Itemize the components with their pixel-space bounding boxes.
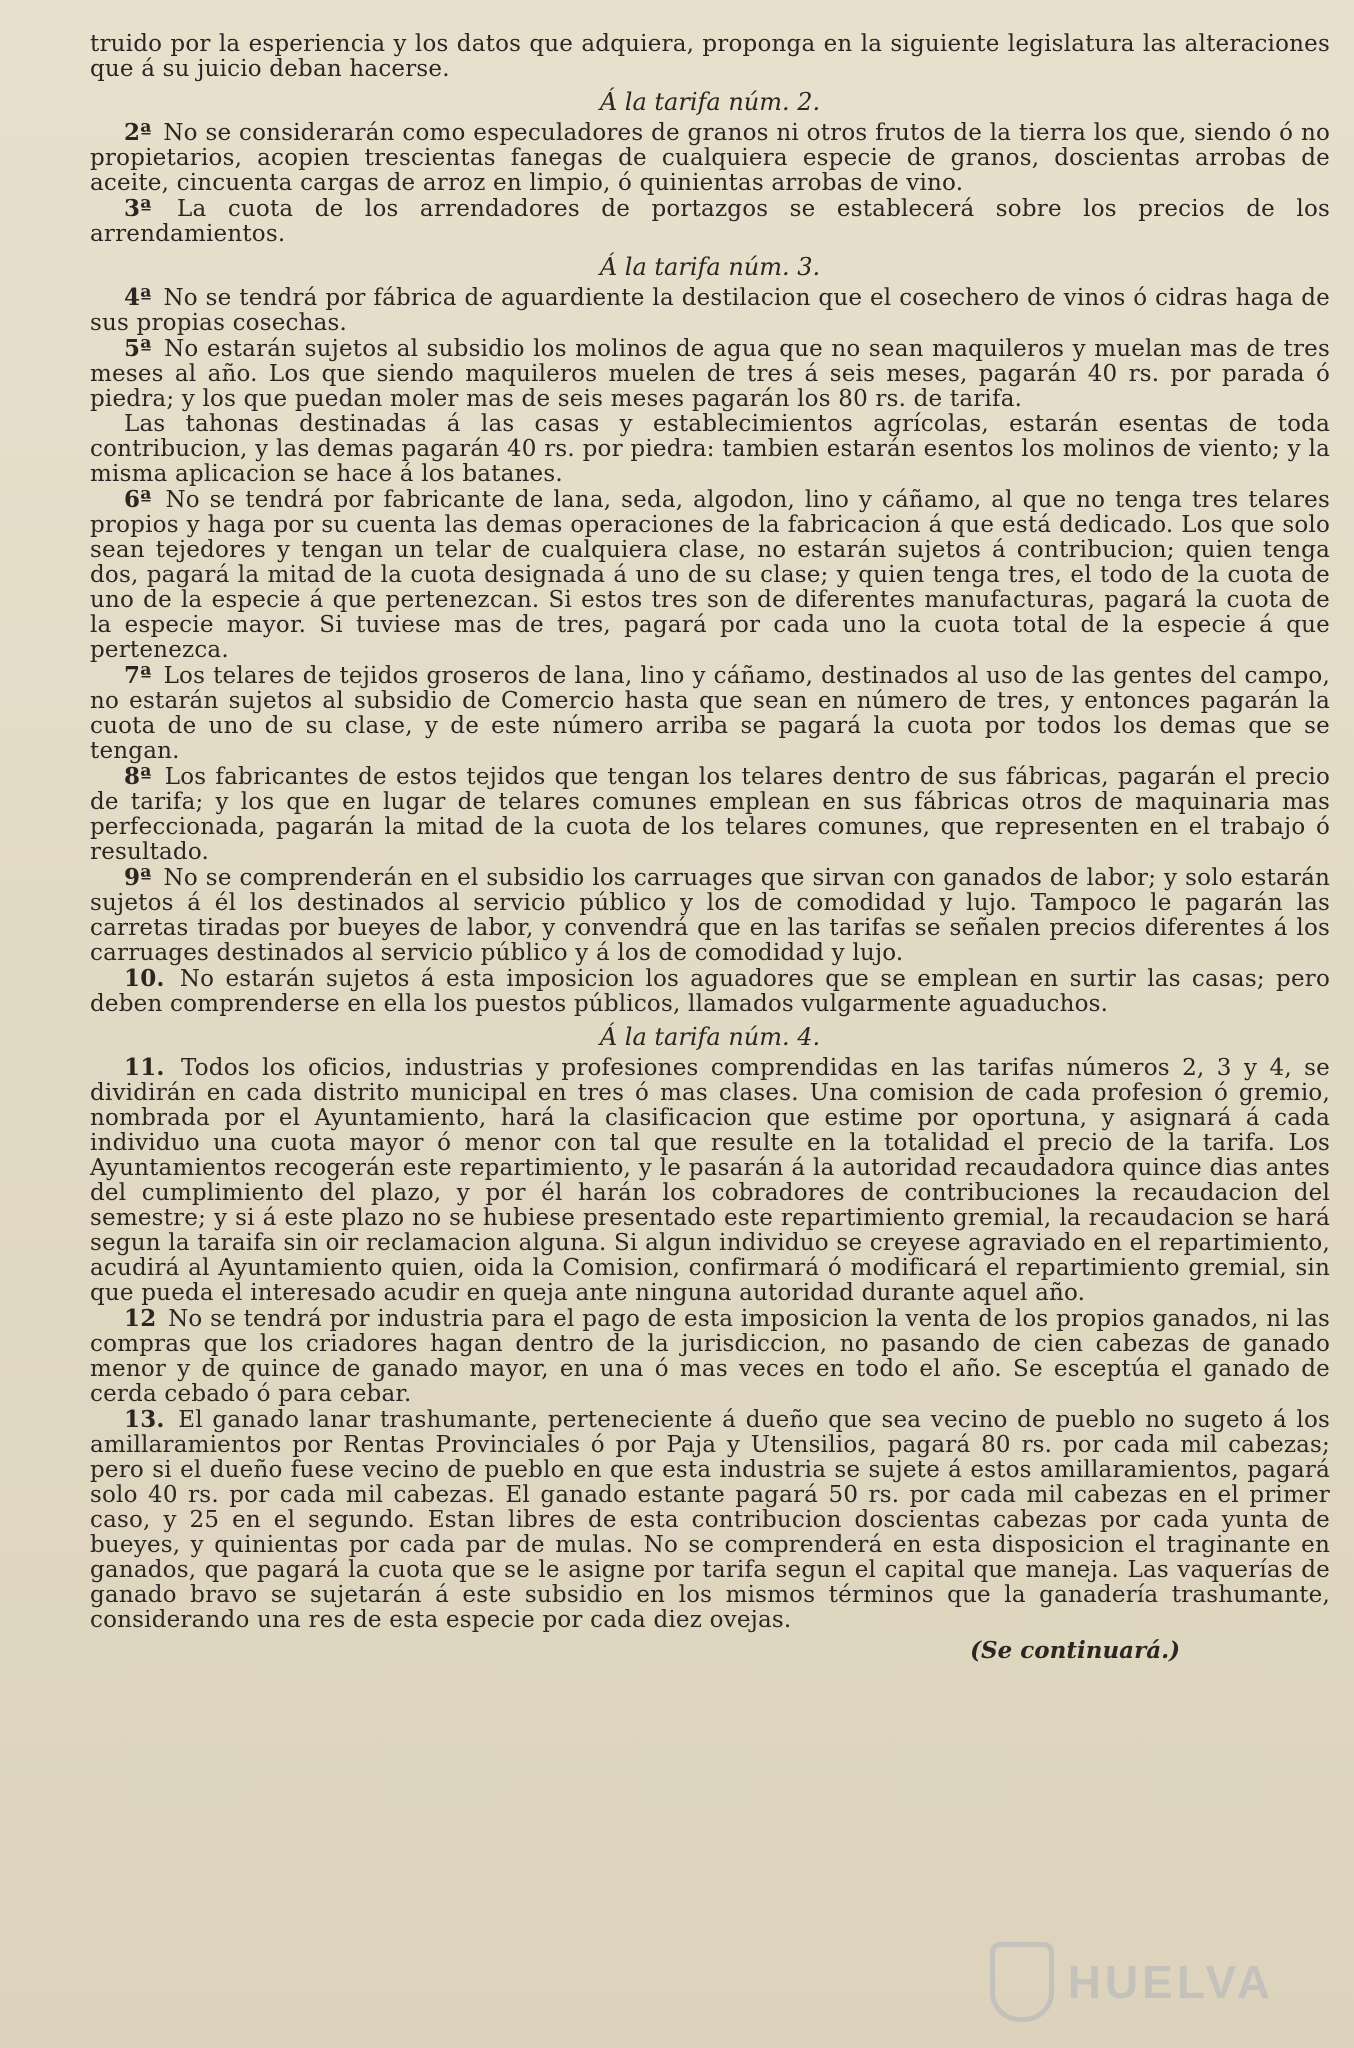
section-heading-tarifa-3: Á la tarifa núm. 3.	[599, 253, 821, 281]
paragraph-number: 10.	[124, 965, 165, 992]
paragraph-6	[90, 487, 1330, 663]
paragraph-text: No estarán sujetos á esta imposicion los aguadores que se emplean en surtir las casas; pero deben comprenderse en ella los puestos públicos, llamados vulgarmente aguaduchos.	[90, 966, 1330, 1017]
paragraph-text: No se comprenderán en el subsidio los carruages que sirvan con ganados de labor; y solo estarán sujetos á él los destinados al servicio público y los de comodidad y lujo. Tampoco le pagarán las carretas tiradas por bueyes de labor, y convendrá que en las tarifas se señalen precios diferentes á los carruages destinados al servicio público y á los de comodidad y lujo.	[90, 865, 1331, 966]
paragraph-11	[90, 1055, 1330, 1306]
paragraph-3	[90, 196, 1330, 247]
paragraph-8	[90, 764, 1330, 865]
paragraph-text: No se considerarán como especuladores de granos ni otros frutos de la tierra los que, siendo ó no propietarios, acopien trescientas fanegas de cualquiera especie de granos, doscientas arrobas de aceite, cincuenta cargas de arroz en limpio, ó quinientas arrobas de vino.	[90, 120, 1331, 196]
paragraph-13	[90, 1407, 1330, 1633]
paragraph-5b: Las tahonas destinadas á las casas y establecimientos agrícolas, estarán esentas de toda contribucion, y las demas pagarán 40 rs. por piedra: tambien estarán esentos los molinos de viento; y la misma aplicacion se hace á los batanes.	[90, 411, 1330, 487]
paragraph-number: 12	[124, 1305, 157, 1332]
watermark-text: HUELVA	[1067, 1956, 1274, 2008]
paragraph-number: 5ª	[124, 335, 152, 362]
section-heading-tarifa-2: Á la tarifa núm. 2.	[599, 88, 821, 116]
paragraph-text: No se tendrá por fábrica de aguardiente la destilacion que el cosechero de vinos ó cidras haga de sus propias cosechas.	[90, 285, 1330, 336]
seal-icon	[990, 1942, 1054, 2022]
paragraph-number: 2ª	[124, 119, 152, 146]
paragraph-7	[90, 663, 1330, 764]
paragraph-intro: truido por la esperiencia y los datos que adquiera, proponga en la siguiente legislatura las alteraciones que á su juicio deban hacerse.	[90, 31, 1330, 82]
section-heading-tarifa-4: Á la tarifa núm. 4.	[599, 1023, 821, 1051]
paragraph-text: Todos los oficios, industrias y profesiones comprendidas en las tarifas números 2, 3 y 4, se dividirán en cada distrito municipal en tres ó mas clases. Una comision de cada profesion ó gremio, nombrada por el Ayuntamiento, hará la clasificacion que estime por oportuna, y asignará á cada individuo una cuota mayor ó menor con tal que resulte en la totalidad el precio de la tarifa. Los Ayuntamientos recogerán este repartimiento, y le pasarán á la autoridad recaudadora quince dias antes del cumplimiento del plazo, y por él harán los cobradores de contribuciones la recaudacion del semestre; y si á este plazo no se hubiese presentado este repartimiento gremial, la recaudacion se hará segun la taraifa sin oir reclamacion alguna. Si algun individuo se creyese agraviado en el repartimiento, acudirá al Ayuntamiento quien, oida la Comision, confirmará ó modificará el repartimiento gremial, sin que pueda el interesado acudir en queja ante ninguna autoridad durante aquel año.	[90, 1055, 1330, 1306]
paragraph-number: 11.	[124, 1054, 165, 1081]
paragraph-9	[90, 865, 1330, 966]
paragraph-number: 7ª	[124, 662, 152, 689]
paragraph-text: No estarán sujetos al subsidio los molinos de agua que no sean maquileros y muelan mas de tres meses al año. Los que siendo maquileros muelen de tres á seis meses, pagarán 40 rs. por parada ó piedra; y los que puedan moler mas de seis meses pagarán los 80 rs. de tarifa.	[90, 336, 1330, 412]
closing-note: (Se continuará.)	[970, 1637, 1180, 1664]
paragraph-text: La cuota de los arrendadores de portazgos se establecerá sobre los precios de los arrendamientos.	[90, 196, 1330, 247]
paragraph-number: 6ª	[124, 486, 152, 513]
paragraph-number: 9ª	[124, 864, 152, 891]
paragraph-text: Los fabricantes de estos tejidos que tengan los telares dentro de sus fábricas, pagarán el precio de tarifa; y los que en lugar de telares comunes emplean en sus fábricas otros de maquinaria mas perfeccionada, pagarán la mitad de la cuota de los telares comunes, que representen en el trabajo ó resultado.	[90, 764, 1330, 865]
paragraph-12	[90, 1306, 1330, 1407]
archive-watermark	[990, 1942, 1274, 2022]
paragraph-number: 3ª	[124, 195, 152, 222]
paragraph-4	[90, 285, 1330, 336]
paragraph-text: No se tendrá por industria para el pago de esta imposicion la venta de los propios ganados, ni las compras que los criadores hagan dentro de la jurisdiccion, no pasando de cien cabezas de ganado menor y de quince de ganado mayor, en una ó mas veces en todo el año. Se esceptúa el ganado de cerda cebado ó para cebar.	[90, 1306, 1331, 1407]
paragraph-number: 8ª	[124, 763, 152, 790]
paragraph-number: 4ª	[124, 284, 152, 311]
paragraph-text: El ganado lanar trashumante, perteneciente á dueño que sea vecino de pueblo no sugeto á los amillaramientos por Rentas Provinciales ó por Paja y Utensilios, pagará 80 rs. por cada mil cabezas; pero si el dueño fuese vecino de pueblo en que esta industria se sujete á estos amillaramientos, pagará solo 40 rs. por cada mil cabezas. El ganado estante pagará 50 rs. por cada mil cabezas en el primer caso, y 25 en el segundo. Estan libres de esta contribucion doscientas cabezas por cada yunta de bueyes, y quinientas por cada par de mulas. No se comprenderá en esta disposicion el traginante en ganados, que pagará la cuota que se le asigne por tarifa segun el capital que maneja. Las vaquerías de ganado bravo se sujetarán á este subsidio en los mismos términos que la ganadería trashumante, considerando una res de esta especie por cada diez ovejas.	[90, 1407, 1331, 1633]
paragraph-text: Los telares de tejidos groseros de lana, lino y cáñamo, destinados al uso de las gentes del campo, no estarán sujetos al subsidio de Comercio hasta que sean en número de tres, y entonces pagarán la cuota de uno de su clase, y de este número arriba se pagará la cuota por todos los demas que se tengan.	[90, 663, 1330, 764]
paragraph-10	[90, 966, 1330, 1017]
paragraph-number: 13.	[124, 1406, 165, 1433]
paragraph-2	[90, 120, 1330, 196]
paragraph-text: No se tendrá por fabricante de lana, seda, algodon, lino y cáñamo, al que no tenga tres telares propios y haga por su cuenta las demas operaciones de la fabricacion á que está dedicado. Los que solo sean tejedores y tengan un telar de cualquiera clase, no estarán sujetos á contribucion; quien tenga dos, pagará la mitad de la cuota designada á uno de su clase; y quien tenga tres, el todo de la cuota de uno de la especie á que pertenezcan. Si estos tres son de diferentes manufacturas, pagará la cuota de la especie mayor. Si tuviese mas de tres, pagará por cada uno la cuota total de la especie á que pertenezca.	[90, 487, 1331, 663]
paragraph-5	[90, 336, 1330, 412]
